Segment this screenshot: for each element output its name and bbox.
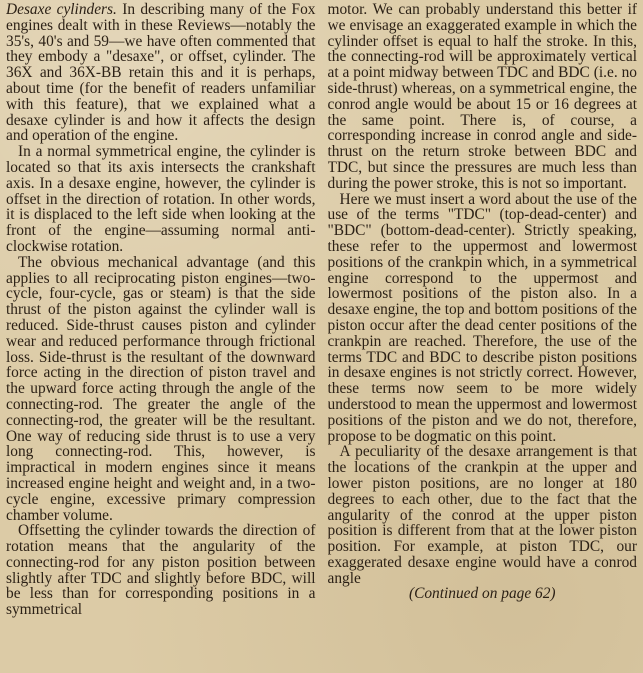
paragraph-desaxe-peculiarity: A peculiarity of the desaxe arrangement is that the locations of the crankpin at the upper and lower piston positions, are no longer at 180 degrees to each other, due to the fact that the angularity of the conrod at the upper piston position is different from that at the lower piston position. For example, at piston TDC, our exaggerated desaxe engine would have a conrod angle	[327, 443, 637, 587]
two-column-layout	[6, 2, 637, 673]
right-column	[328, 2, 638, 673]
paragraph-offsetting-cylinder: Offsetting the cylinder towards the direction of rotation means that the angularity of the connecting-rod for any piston position between slightly after TDC and slightly before BDC, will be less than for corresponding positions in a symmetrical	[6, 522, 316, 619]
paragraph-text: In describing many of the Fox engines dealt with in these Reviews—notably the 35's, 40's and 59—we have often commented that they embody a "desaxe", or offset, cylinder. The 36X and 36X-BB retain this and it is perhaps, about time (for the benefit of readers unfamiliar with this feature), that we explained what a desaxe cylinder is and how it affects the design and operation of the engine.	[6, 2, 316, 145]
continued-on-page-note: (Continued on page 62)	[408, 585, 556, 603]
paragraph-symmetrical-engine: In a normal symmetrical engine, the cylinder is located so that its axis intersects the crankshaft axis. In a desaxe engine, however, the cylinder is offset in the direction of rotation. In other words, it is displaced to the left side when looking at the front of the engine—assuming normal anti-clockwise rotation.	[6, 143, 316, 255]
left-column	[6, 2, 316, 673]
desaxe-cylinders-lead: Desaxe cylinders.	[6, 2, 117, 18]
paragraph-tdc-bdc-terms: Here we must insert a word about the use of the use of the terms "TDC" (top-dead-center) and "BDC" (bottom-dead-center). Strictly speaking, these refer to the uppermost and lowermost positions of the crankpin which, in a symmetrical engine correspond to the uppermost and lowermost positions of the piston also. In a desaxe engine, the top and bottom positions of the piston occur after the dead center positions of the crankpin are reached. Therefore, the use of the terms TDC and BDC to describe piston positions in desaxe engines is not strictly correct. However, these terms now seem to be more widely understood to mean the uppermost and lowermost positions of the piston and we do not, therefore, propose to be dogmatic on this point.	[327, 190, 637, 445]
paragraph-desaxe-intro	[6, 2, 316, 144]
paragraph-exaggerated-example: motor. We can probably understand this better if we envisage an exaggerated example in which the cylinder offset is equal to half the stroke. In this, the connecting-rod will be approximately vertical at a point midway between TDC and BDC (i.e. no side-thrust) whereas, on a symmetrical engine, the conrod angle would be about 15 or 16 degrees at the same point. There is, of course, a corresponding increase in conrod angle and side-thrust on the return stroke between BDC and TDC, but since the pressures are much less than during the power stroke, this is not so important.	[327, 2, 637, 192]
paragraph-mechanical-advantage: The obvious mechanical advantage (and this applies to all reciprocating piston engines—two-cycle, four-cycle, gas or steam) is that the side thrust of the piston against the cylinder wall is reduced. Side-thrust causes piston and cylinder wear and reduced performance through frictional loss. Side-thrust is the resultant of the downward force acting in the direction of piston travel and the upward force acting through the angle of the connecting-rod. The greater the angle of the connecting-rod, the greater will be the resultant. One way of reducing side thrust is to use a very long connecting-rod. This, however, is impractical in modern engines since it means increased engine height and weight and, in a two-cycle engine, excessive primary compression chamber volume.	[6, 253, 316, 524]
